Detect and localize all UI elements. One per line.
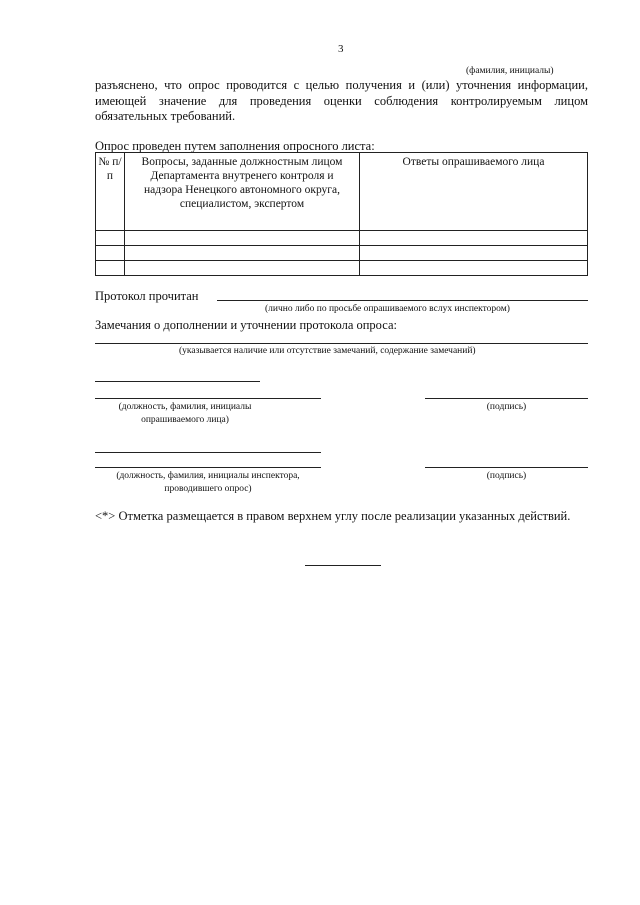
protocol-read-label: Протокол прочитан — [95, 289, 199, 303]
table-cell[interactable] — [360, 261, 588, 276]
remarks-line[interactable] — [95, 343, 588, 344]
inspector-line-2[interactable] — [95, 467, 321, 468]
end-divider — [305, 565, 381, 566]
inspector-caption — [95, 470, 321, 496]
intro-line-3: обязательных требований. — [95, 109, 236, 123]
intro-line-1: разъяснено, что опрос проводится с целью получения и (или) уточнения информации, — [95, 78, 588, 92]
table-cell[interactable] — [125, 261, 360, 276]
table-cell[interactable] — [96, 246, 125, 261]
remarks-caption: (указывается наличие или отсутствие замечаний, содержание замечаний) — [179, 346, 476, 356]
inspector-caption-line-1: (должность, фамилия, инициалы инспектора, — [116, 471, 300, 481]
respondent-caption — [95, 401, 275, 427]
col-header-num: № п/п — [96, 153, 125, 231]
table-row — [96, 246, 588, 261]
table-title: Опрос проведен путем заполнения опросного листа: — [95, 139, 375, 153]
table-row — [96, 231, 588, 246]
inspector-caption-line-2: проводившего опрос) — [164, 484, 252, 494]
table-cell[interactable] — [125, 246, 360, 261]
footnote: <*> Отметка размещается в правом верхнем углу после реализации указанных действий. — [95, 509, 571, 523]
inspector-signature-caption: (подпись) — [486, 471, 527, 481]
remarks-label: Замечания о дополнении и уточнении протокола опроса: — [95, 318, 397, 332]
table-cell[interactable] — [96, 261, 125, 276]
col-header-answers: Ответы опрашиваемого лица — [360, 153, 588, 231]
table-cell[interactable] — [125, 231, 360, 246]
table-row — [96, 261, 588, 276]
page-number: 3 — [338, 43, 344, 55]
respondent-signature-line[interactable] — [425, 398, 588, 399]
questionnaire-table — [95, 152, 588, 276]
intro-line-2: имеющей значение для проведения оценки соблюдения контролируемым лицом — [95, 93, 588, 108]
table-cell[interactable] — [360, 246, 588, 261]
col-header-questions: Вопросы, заданные должностным лицом Департамента внутренего контроля и надзора Ненецкого автономного округа, специалистом, экспертом — [125, 153, 360, 231]
respondent-caption-line-2: опрашиваемого лица) — [141, 415, 229, 425]
protocol-read-caption: (лично либо по просьбе опрашиваемого вслух инспектором) — [265, 304, 510, 314]
respondent-signature-caption: (подпись) — [486, 402, 527, 412]
table-header-row — [96, 153, 588, 231]
respondent-line-1[interactable] — [95, 381, 260, 382]
table-cell[interactable] — [360, 231, 588, 246]
intro-paragraph — [95, 78, 588, 125]
inspector-signature-line[interactable] — [425, 467, 588, 468]
name-caption: (фамилия, инициалы) — [466, 66, 554, 76]
table-cell[interactable] — [96, 231, 125, 246]
protocol-read-line[interactable] — [217, 300, 588, 301]
inspector-line-1[interactable] — [95, 452, 321, 453]
respondent-line-2[interactable] — [95, 398, 321, 399]
respondent-caption-line-1: (должность, фамилия, инициалы — [118, 402, 252, 412]
